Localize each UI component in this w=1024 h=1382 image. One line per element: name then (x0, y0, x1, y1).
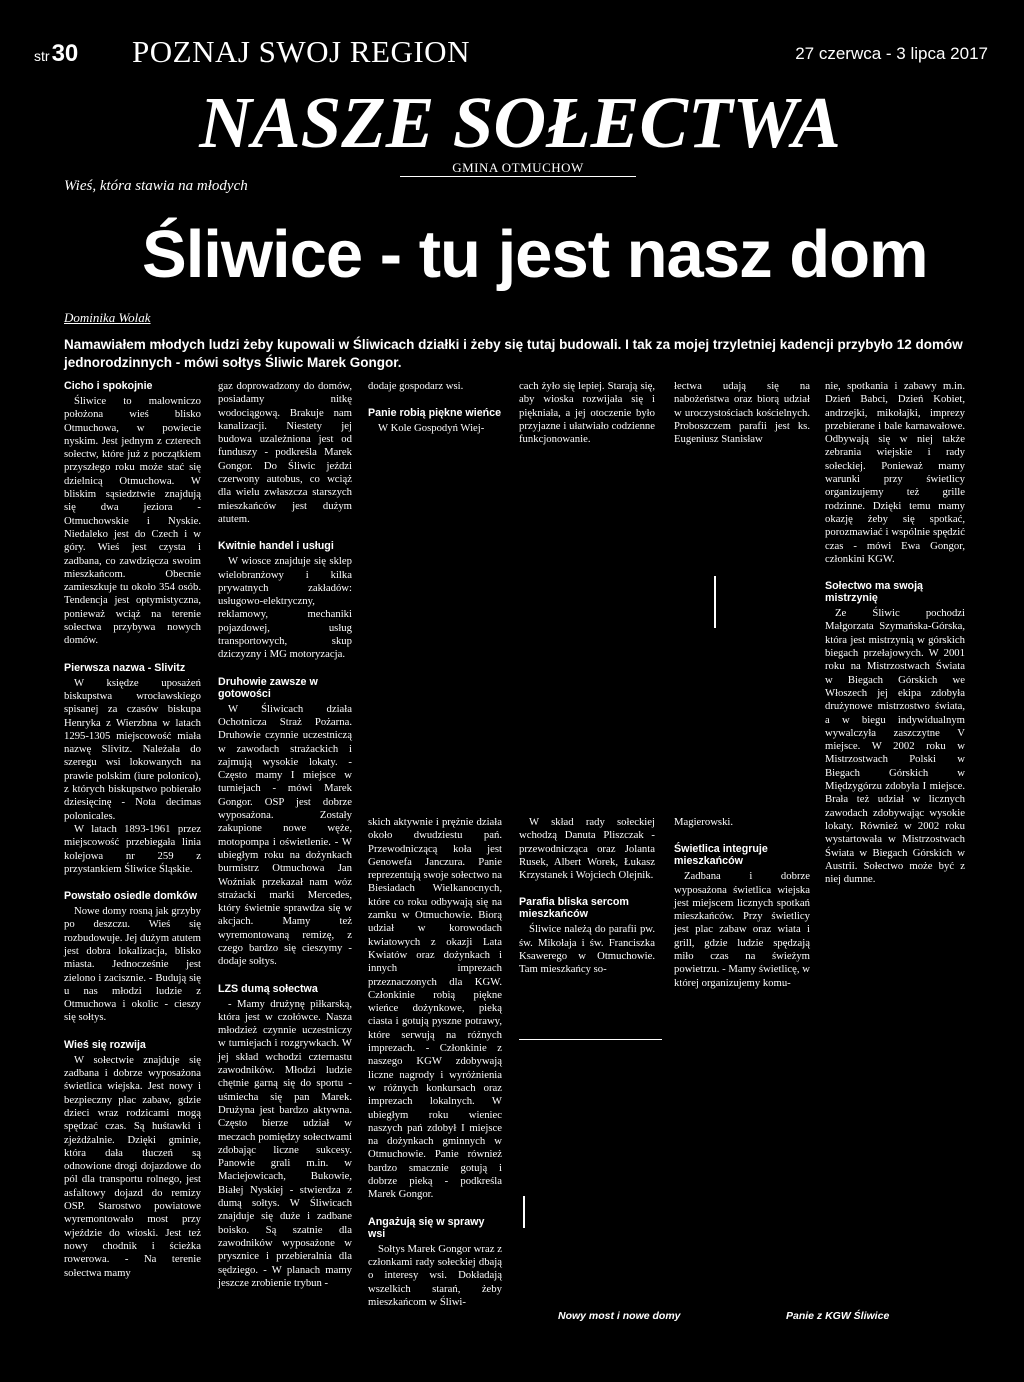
masthead: NASZE SOŁECTWA (199, 82, 841, 163)
article-column-5-bottom (674, 816, 810, 990)
subheading: Cicho i spokojnie (64, 380, 153, 392)
subheading: Parafia bliska sercom mieszkańców (519, 896, 629, 921)
gmina-divider (400, 176, 636, 177)
paragraph: W Śliwicach działa Ochotnicza Straż Pożarna. Druhowie czynnie uczestniczą w zawodach strażackich i zajmują wysokie lokaty. - Często mamy I miejsce w turniejach - mówi Marek Gongor. OSP jest dobrze wyposażona. Zostały zakupione nowe węże, motopompa i oświetlenie. - W ubiegłym roku na dożynkach burmistrz Otmuchowa Jan Woźniak przekazał nam wóz strażacki marki Mercedes, który świetnie sprawdza się w akcjach. Mamy też wyremontowaną remizę, z czego bardzo się cieszymy - dodaje sołtys. (218, 702, 352, 968)
paragraph: gaz doprowadzony do domów, posiadamy nitkę wodociągową. Brakuje nam kanalizacji. Niestety jej budowa uzależniona jest od funduszy - podkreśla Marek Gongor. Do Śliwic jeździ czerwony autobus, co wciąż dla wielu zwłaszcza starszych mieszkańców jest dużym atutem. (218, 380, 352, 525)
paragraph: W księdze uposażeń biskupstwa wrocławskiego spisanej za czasów biskupa Henryka z Wierzbna w latach 1295-1305 miejscowość miała nazwę Slivitz. Należała do szeregu wsi lokowanych na prawie polskim (iure polonico), z których biskupstwo pobierało dziesięcinę - Nota decimas polonicales. (64, 676, 201, 822)
issue-date: 27 czerwca - 3 lipca 2017 (795, 44, 988, 63)
paragraph: Śliwice to malowniczo położona wieś blisko Otmuchowa, w powiecie nyskim. Jest jednym z czterech sołectw, które już z początkiem przyszłego roku może stać się dzielnicą Otmuchowa. W bliskim sąsiedztwie znajdują się dwa jeziora - Otmuchowskie i Nyskie. Niedaleko jest do Czech i w góry. Wieś jest czysta i zadbana, co zawdzięcza swoim mieszkańcom. Obecnie zamieszkuje tu około 354 osób. Tendencja jest optymistyczna, ponieważ wciąż na terenie sołectwa przybywa nowych domów. (64, 395, 201, 647)
subheading: LZS dumą sołectwa (218, 982, 318, 995)
photo-artifact (523, 1196, 525, 1228)
paragraph: skich aktywnie i prężnie działa około dwudziestu pań. Przewodniczącą koła jest Genowefa Janczura. Panie reprezentują swoje sołectwo na Biesiadach Wielkanocnych, które co roku odbywają się na zamku w Otmuchowie. Biorą udział w korowodach kwiatowych z okazji Lata Kwiatów oraz dożynkach i innych imprezach przeznaczonych dla KGW. Członkinie robią piękne wieńce dożynkowe, pieką ciasta i gotują pyszne potrawy, które serwują na różnych imprezach. - Członkinie z naszego KGW zdobywają liczne nagrody i wyróżnienia w różnych konkursach oraz imprezach lokalnych. W ubiegłym roku wieniec naszych pań zdobył I miejsce na dożynkach gminnych w Otmuchowie. Panie również bardzo smacznie gotują i dobrze pieką - podkreśla Marek Gongor. (368, 816, 502, 1201)
article-column-5-top (674, 380, 810, 446)
article-column-1 (64, 380, 201, 1280)
author: Dominika Wolak (64, 310, 151, 325)
subtitle: Wieś, która stawia na młodych (64, 178, 248, 194)
article-column-3-bottom (368, 816, 502, 1309)
photo-caption: Nowy most i nowe domy (558, 1310, 681, 1322)
paragraph: dodaje gospodarz wsi. (368, 380, 464, 392)
gmina-label: GMINA OTMUCHOW (452, 160, 584, 175)
paragraph: W Kole Gospodyń Wiej- (378, 422, 485, 435)
section-title: POZNAJ SWOJ REGION (132, 34, 470, 69)
subheading: Kwitnie handel i usługi (218, 540, 334, 553)
paragraph: Sołtys Marek Gongor wraz z członkami rady sołeckiej dbają o interesy wsi. Dokładają wszelkich starań, żeby mieszkańcom w Śliwi- (368, 1242, 502, 1308)
paragraph: Śliwice należą do parafii pw. św. Mikołaja i św. Franciszka Ksawerego w Otmuchowie. Tam mieszkańcy so- (519, 923, 655, 976)
paragraph: cach żyło się lepiej. Starają się, aby wioska rozwijała się i piękniała, a jej otoczenie było przyjazne i ułatwiało codzienne funkcjonowanie. (519, 380, 655, 446)
subheading: Panie robią piękne wieńce (368, 407, 502, 420)
paragraph: Magierowski. (674, 816, 734, 828)
paragraph: W latach 1893-1961 przez miejscowość przebiegała linia kolejowa nr 259 z przystankiem Śliwice Śląskie. (64, 822, 201, 875)
subheading: Sołectwo ma swoją mistrzynię (825, 580, 923, 605)
subheading: Wieś się rozwija (64, 1038, 146, 1051)
paragraph: łectwa udają się na nabożeństwa oraz biorą udział w uroczystościach kościelnych. Proboszczem parafii jest ks. Eugeniusz Stanisław (674, 380, 810, 446)
photo-artifact (714, 576, 716, 628)
article-column-4-bottom (519, 816, 655, 977)
paragraph: W sołectwie znajduje się zadbana i dobrze wyposażona świetlica wiejska. Jest nowy i bezpieczny plac zabaw, gdzie dzieci wraz rodzicami mogą spędzać czas. Są huśtawki i zjeżdżalnie. Dzięki gminie, która dała tłuczeń są odnowione drogi dojazdowe do pól dla transportu rolnego, jest asfaltowy dojazd do remizy OSP. Starostwo powiatowe wyremontowało most przy wjeździe do wioski. Jest też nowy chodnik i ścieżka rowerowa. - Na terenie sołectwa mamy (64, 1053, 201, 1279)
paragraph: - Mamy drużynę piłkarską, która jest w czołówce. Nasza młodzież czynnie uczestniczy w turniejach i rozgrywkach. W jej skład wchodzi czternastu zawodników. Młodzi ludzie chętnie garną się do sportu - uśmiecha się pan Marek. Drużyna jest bardzo aktywna. Często bierze udział w meczach pomiędzy sołectwami zdobając liczne sukcesy. Panowie grali m.in. w Maciejowicach, Bukowie, Białej Nyskiej - stwierdza z dumą sołtys. W Śliwicach znajduje się duże i zadbane boisko. Są szatnie dla zawodników wyposażone w prysznice i przebieralnia dla sędziego. - W planach mamy jeszcze zrobienie trybun - (218, 997, 352, 1289)
paragraph: Zadbana i dobrze wyposażona świetlica wiejska jest miejscem licznych spotkań mieszkańców. Przy świetlicy jest plac zabaw oraz wiata i grill, gdzie ludzie spędzają miło czas na świeżym powietrzu. - Mamy świetlicę, w której organizujemy komu- (674, 870, 810, 989)
subheading: Angażują się w sprawy wsi (368, 1215, 485, 1240)
paragraph: Nowe domy rosną jak grzyby po deszczu. Wieś się rozbudowuje. Jej dużym atutem jest dobra lokalizacja, blisko miasta. Jednocześnie jest zielono i zacisznie. - Budują się u nas młodzi ludzie z Otmuchowa i okolic - cieszy się sołtys. (64, 905, 201, 1024)
paragraph: W skład rady sołeckiej wchodzą Danuta Pliszczak - przewodnicząca oraz Jolanta Rusek, Albert Worek, Łukasz Krzystanek i Wojciech Olejnik. (519, 816, 655, 882)
paragraph: W wiosce znajduje się sklep wielobranżowy i kilka prywatnych zakładów: usługowo-elektryczny, reklamowy, mechaniki pojazdowej, usług transportowych, skup dziczyzny i MG motoryzacja. (218, 555, 352, 661)
page-number: str30 (34, 40, 79, 67)
article-column-3-top (368, 380, 502, 436)
article-column-4-top (519, 380, 655, 446)
lead-paragraph: Namawiałem młodych ludzi żeby kupowali w Śliwicach działki i żeby się tutaj budowali. I tak za mojej trzyletniej kadencji przybyło 12 domów jednorodzinnych - mówi sołtys Śliwic Marek Gongor. (64, 337, 963, 370)
subheading: Świetlica integruje mieszkańców (674, 843, 768, 868)
paragraph: Ze Śliwic pochodzi Małgorzata Szymańska-Górska, która jest mistrzynią w górskich biegach przełajowych. W 2001 roku na Mistrzostwach Świata w Biegach Górskich we Włoszech jej ekipa zdobyła drużynowe mistrzostwo świata, a w biegu indywidualnym wywalczyła zaszczytne V miejsce. W 2002 roku w Mistrzostwach Polski w Biegach Górskich w Międzygórzu zdobyła I miejsce. Brała też udział w licznych zawodach zdobywając wysokie lokaty. Również w 2002 roku wystartowała w Mistrzostwach Świata w Biegach Górskich w Austrii. Sołectwo może być z niej dumne. (825, 607, 965, 886)
column-divider (519, 1039, 662, 1040)
subheading: Powstało osiedle domków (64, 890, 198, 903)
headline: Śliwice - tu jest nasz dom (142, 217, 928, 292)
paragraph: nie, spotkania i zabawy m.in. Dzień Babci, Dzień Kobiet, andrzejki, mikołajki, imprezy przebierane i bale karnawałowe. Odbywają się w niej także zebrania wiejskie i rady sołeckiej. Ponieważ mamy warunki przy świetlicy organizujemy też grille rodzinne. Dzięki temu mamy okazję żeby się spotkać, porozmawiać i wspólnie spędzić czas - mówi Ewa Gongor, członkini KGW. (825, 380, 965, 565)
article-column-6 (825, 380, 965, 886)
subheading: Pierwsza nazwa - Slivitz (64, 661, 186, 674)
article-column-2 (218, 380, 352, 1290)
photo-caption: Panie z KGW Śliwice (786, 1310, 890, 1322)
subheading: Druhowie zawsze w gotowości (218, 675, 318, 700)
